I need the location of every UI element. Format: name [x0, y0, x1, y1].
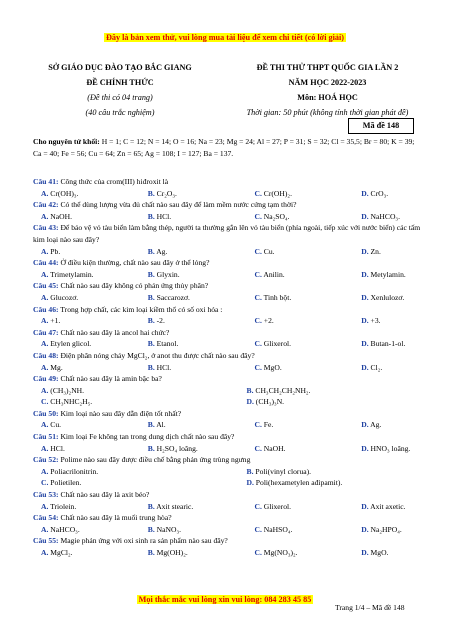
question-stem — [33, 176, 428, 188]
question-item — [33, 512, 428, 535]
answer-option — [140, 338, 247, 350]
answer-label: A. — [41, 188, 49, 198]
answer-option — [33, 419, 140, 431]
question-text: Magie phản ứng với oxi sinh ra sản phẩm nào sau đây? — [60, 536, 228, 546]
answer-text: Cl₂. — [370, 362, 383, 372]
question-text: Chất nào sau đây là ancol hai chức? — [60, 327, 170, 337]
answer-label: C. — [254, 292, 262, 302]
answer-option — [247, 338, 354, 350]
answer-row — [33, 362, 428, 374]
question-text: Kim loại nào sau đây dẫn điện tốt nhất? — [60, 408, 182, 418]
exam-title: ĐỀ THI THỬ THPT QUỐC GIA LẦN 2 — [256, 63, 399, 72]
answer-label: D. — [361, 246, 369, 256]
answer-option — [33, 477, 239, 489]
answer-text: Glixerol. — [263, 339, 292, 349]
question-stem — [33, 304, 428, 316]
answer-label: C. — [254, 316, 262, 326]
answer-option — [140, 269, 247, 281]
answer-row — [33, 524, 428, 536]
subject: Môn: HOÁ HỌC — [297, 93, 358, 102]
answer-row — [33, 419, 428, 431]
answer-text: Xenlulozơ. — [370, 292, 405, 302]
answer-option — [247, 524, 354, 536]
answer-text: NaOH. — [50, 211, 73, 221]
answer-text: +2. — [263, 316, 274, 326]
question-number: Câu 42: — [33, 200, 59, 210]
answer-text: Etanol. — [156, 339, 179, 349]
answer-option — [353, 419, 450, 431]
answer-option — [140, 524, 247, 536]
answer-row — [33, 443, 428, 455]
question-text: Chất nào sau đây không có phản ứng thủy phân? — [60, 281, 209, 291]
answer-row — [33, 269, 428, 281]
answer-option — [33, 188, 140, 200]
answer-option — [140, 292, 247, 304]
question-stem — [33, 280, 428, 292]
answer-label: A. — [41, 385, 49, 395]
answer-label: A. — [41, 316, 49, 326]
answer-label: B. — [147, 188, 155, 198]
answer-option — [353, 501, 450, 513]
answer-row — [33, 338, 428, 350]
answer-option — [33, 338, 140, 350]
answer-option — [247, 501, 354, 513]
answer-text: Mg. — [50, 362, 63, 372]
answer-text: Cu. — [263, 246, 275, 256]
preview-banner — [0, 27, 450, 45]
answer-option — [353, 524, 450, 536]
answer-option — [33, 269, 140, 281]
answer-label: A. — [41, 524, 49, 534]
official-label: ĐỀ CHÍNH THỨC — [86, 78, 154, 87]
answer-text: Axit axetic. — [370, 501, 406, 511]
answer-option — [353, 211, 450, 223]
answer-row — [33, 292, 428, 304]
answer-row — [33, 211, 428, 223]
answer-text: Cu. — [50, 420, 62, 430]
answer-option — [33, 443, 140, 455]
answer-option — [33, 501, 140, 513]
answer-option — [140, 419, 247, 431]
answer-text: CH₃NHC₂H₅. — [50, 397, 93, 407]
answer-label: A. — [41, 501, 49, 511]
answer-label: D. — [361, 269, 369, 279]
answer-option — [353, 292, 450, 304]
answer-row — [33, 547, 428, 559]
question-number: Câu 41: — [33, 177, 59, 186]
answer-row — [33, 246, 428, 258]
question-text: Polime nào sau đây được điều chế bằng phản ứng trùng ngưng — [60, 455, 251, 465]
answer-text: Poli(hexametylen ađipamit). — [255, 478, 343, 488]
question-number: Câu 53: — [33, 490, 59, 500]
answer-label: D. — [361, 316, 369, 326]
question-item — [33, 176, 428, 199]
question-stem — [33, 222, 428, 245]
answer-text: Triolein. — [50, 501, 77, 511]
answer-text: NaOH. — [263, 443, 286, 453]
answer-text: Fe. — [263, 420, 274, 430]
answer-label: D. — [361, 211, 369, 221]
answer-row — [33, 188, 428, 200]
answer-label: B. — [147, 211, 155, 221]
answer-text: HCl. — [50, 443, 65, 453]
answer-text: Ag. — [370, 420, 382, 430]
answer-row — [33, 477, 428, 489]
answer-text: Na₂SO₄. — [263, 211, 290, 221]
contact-text: Mọi thắc mắc vui lòng xin vui lòng: 084 283 45 85 — [138, 595, 312, 604]
answer-text: Polietilen. — [50, 478, 82, 488]
school-name: SỞ GIÁO DỤC ĐÀO TẠO BẮC GIANG — [48, 63, 192, 72]
answer-text: HNO₃ loãng. — [370, 443, 411, 453]
answer-label: A. — [41, 548, 49, 557]
answer-text: Tinh bột. — [263, 292, 292, 302]
answer-text: Ag. — [156, 246, 168, 256]
answer-option — [247, 188, 354, 200]
answer-label: C. — [254, 246, 262, 256]
answer-option — [33, 466, 239, 478]
answer-label: A. — [41, 339, 49, 349]
answer-option — [247, 269, 354, 281]
question-text: Kim loại Fe không tan trong dung dịch chất nào sau đây? — [60, 432, 235, 442]
answer-label: C. — [254, 420, 262, 430]
answer-option — [140, 315, 247, 327]
answer-option — [239, 477, 445, 489]
answer-option — [247, 246, 354, 258]
school-year: NĂM HỌC 2022-2023 — [288, 78, 367, 87]
question-list — [33, 176, 428, 559]
answer-text: Poliacrilonitrin. — [50, 466, 99, 476]
answer-label: D. — [361, 292, 369, 302]
atomic-masses-label: Cho nguyên tử khối: — [33, 137, 100, 146]
answer-text: NaHCO₃. — [50, 524, 80, 534]
answer-text: MgO. — [263, 362, 282, 372]
answer-label: B. — [147, 292, 155, 302]
answer-text: Etylen glicol. — [50, 339, 92, 349]
answer-text: Zn. — [370, 246, 381, 256]
atomic-masses-values: H = 1; C = 12; N = 14; O = 16; Na = 23; Mg = 24; Al = 27; P = 31; S = 32; Cl = 35,5; Br = 80; K = 39; Ca = 40; Fe = 56; Cu = 64; Zn = 65; Ag = 108; I = 127; Ba = 137. — [33, 137, 415, 158]
question-text: Có thể dùng lượng vừa đủ chất nào sau đây để làm mềm nước cứng tạm thời? — [60, 200, 297, 210]
answer-label: A. — [41, 269, 49, 279]
answer-label: B. — [147, 501, 155, 511]
question-item — [33, 373, 428, 408]
question-stem — [33, 408, 428, 420]
page-count-note: (Đề thi có 04 trang) — [87, 93, 153, 102]
exam-code-box: Mã đề 148 — [348, 118, 414, 134]
question-stem — [33, 373, 428, 385]
question-stem — [33, 489, 428, 501]
question-text: Trong hợp chất, các kim loại kiềm thổ có số oxi hóa : — [60, 304, 223, 314]
answer-label: B. — [147, 269, 155, 279]
question-item — [33, 304, 428, 327]
answer-label: D. — [361, 443, 369, 453]
answer-option — [140, 362, 247, 374]
answer-option — [247, 419, 354, 431]
answer-option — [353, 315, 450, 327]
answer-option — [33, 396, 239, 408]
question-stem — [33, 257, 428, 269]
answer-option — [353, 269, 450, 281]
answer-text: MgCl₂. — [50, 548, 73, 557]
answer-label: B. — [147, 420, 155, 430]
question-item — [33, 257, 428, 280]
answer-option — [247, 211, 354, 223]
answer-option — [33, 211, 140, 223]
answer-label: C. — [254, 269, 262, 279]
answer-option — [353, 443, 450, 455]
answer-option — [33, 524, 140, 536]
question-stem — [33, 327, 428, 339]
answer-label: B. — [147, 548, 155, 557]
answer-text: MgO. — [370, 548, 389, 557]
answer-text: NaHSO₄. — [263, 524, 293, 534]
question-number: Câu 47: — [33, 327, 59, 337]
question-text: Chất nào sau đây là muối trung hòa? — [60, 513, 172, 523]
answer-label: B. — [246, 466, 254, 476]
question-stem — [33, 454, 428, 466]
answer-text: Cr(OH)₂. — [263, 188, 292, 198]
answer-text: (CH₃)₃N. — [255, 397, 285, 407]
question-text: Để bảo vệ vỏ tàu biển làm bằng thép, người ta thường gắn lên vỏ tàu biển (phía ngoài, tiếp xúc với nước biển) các tấm kim loại nào sau đây? — [33, 223, 421, 244]
answer-text: Na₂HPO₄. — [370, 524, 402, 534]
answer-option — [140, 188, 247, 200]
answer-option — [140, 211, 247, 223]
answer-text: Pb. — [50, 246, 61, 256]
answer-label: D. — [361, 420, 369, 430]
question-item — [33, 350, 428, 373]
answer-label: B. — [246, 385, 254, 395]
answer-text: Mg(OH)₂. — [156, 548, 188, 557]
time-allowed: Thời gian: 50 phút (không tính thời gian phát đề) — [246, 108, 409, 117]
answer-option — [33, 362, 140, 374]
question-stem — [33, 431, 428, 443]
answer-label: A. — [41, 420, 49, 430]
question-text: Ở điều kiện thường, chất nào sau đây ở thể lỏng? — [60, 258, 210, 268]
answer-label: C. — [254, 339, 262, 349]
question-number: Câu 46: — [33, 304, 59, 314]
answer-label: D. — [246, 478, 254, 488]
answer-label: C. — [254, 501, 262, 511]
answer-label: C. — [254, 443, 262, 453]
question-item — [33, 199, 428, 222]
question-stem — [33, 512, 428, 524]
answer-text: (CH₃)₂NH. — [50, 385, 85, 395]
answer-text: NaNO₃. — [156, 524, 181, 534]
answer-text: +3. — [370, 316, 381, 326]
answer-text: CrO₃. — [370, 188, 389, 198]
answer-text: CH₃CH₂CH₂NH₂. — [255, 385, 311, 395]
question-item — [33, 535, 428, 558]
answer-text: +1. — [50, 316, 61, 326]
question-item — [33, 327, 428, 350]
preview-banner-text: Đây là bản xem thử, vui lòng mua tài liệu để xem chi tiết (có lời giải) — [105, 33, 344, 42]
answer-text: HCl. — [156, 211, 172, 221]
answer-option — [247, 362, 354, 374]
question-number: Câu 44: — [33, 258, 59, 268]
exam-header — [225, 60, 430, 120]
answer-option — [239, 466, 445, 478]
question-number: Câu 48: — [33, 350, 59, 360]
answer-label: B. — [147, 524, 155, 534]
answer-text: Cr₂O₃. — [156, 188, 177, 198]
answer-option — [33, 385, 239, 397]
question-number: Câu 52: — [33, 455, 59, 465]
question-stem — [33, 199, 428, 211]
question-item — [33, 489, 428, 512]
question-item — [33, 280, 428, 303]
answer-text: H₂SO₄ loãng. — [156, 443, 198, 453]
answer-label: D. — [361, 524, 369, 534]
question-stem — [33, 350, 428, 362]
answer-label: C. — [254, 362, 262, 372]
question-text: Điện phân nóng chảy MgCl₂, ở anot thu được chất nào sau đây? — [60, 350, 255, 360]
answer-text: Al. — [156, 420, 166, 430]
answer-label: A. — [41, 466, 49, 476]
question-count-note: (40 câu trắc nghiệm) — [85, 108, 155, 117]
answer-row — [33, 385, 428, 397]
answer-option — [247, 292, 354, 304]
question-text: Công thức của crom(III) hiđroxit là — [60, 177, 169, 186]
answer-option — [140, 547, 247, 559]
answer-option — [353, 362, 450, 374]
answer-label: A. — [41, 292, 49, 302]
answer-label: C. — [41, 478, 49, 488]
school-header — [30, 60, 210, 120]
answer-text: Glixerol. — [263, 501, 292, 511]
question-item — [33, 222, 428, 257]
answer-option — [33, 292, 140, 304]
answer-label: D. — [361, 362, 369, 372]
answer-text: Glucozơ. — [50, 292, 79, 302]
answer-option — [239, 396, 445, 408]
answer-text: Cr(OH)₃. — [50, 188, 79, 198]
answer-label: B. — [147, 362, 155, 372]
answer-label: A. — [41, 362, 49, 372]
answer-option — [247, 315, 354, 327]
answer-label: A. — [41, 211, 49, 221]
question-number: Câu 45: — [33, 281, 59, 291]
answer-text: Metylamin. — [370, 269, 406, 279]
answer-row — [33, 466, 428, 478]
answer-label: B. — [147, 443, 155, 453]
answer-text: Butan-1-ol. — [370, 339, 406, 349]
answer-text: NaHCO₃. — [370, 211, 400, 221]
atomic-masses — [33, 136, 423, 159]
answer-text: Trimetylamin. — [50, 269, 94, 279]
answer-option — [33, 246, 140, 258]
answer-row — [33, 315, 428, 327]
answer-label: C. — [254, 211, 262, 221]
answer-label: D. — [361, 501, 369, 511]
answer-option — [140, 501, 247, 513]
answer-text: HCl. — [156, 362, 172, 372]
question-number: Câu 54: — [33, 513, 59, 523]
answer-option — [353, 547, 450, 559]
question-item — [33, 454, 428, 489]
answer-label: B. — [147, 316, 155, 326]
answer-text: Saccarozơ. — [156, 292, 190, 302]
page-number: Trang 1/4 – Mã đề 148 — [335, 603, 405, 612]
question-number: Câu 50: — [33, 408, 59, 418]
answer-text: Mg(NO₃)₂. — [263, 548, 298, 557]
answer-label: B. — [147, 339, 155, 349]
answer-option — [239, 385, 445, 397]
answer-text: Glyxin. — [156, 269, 180, 279]
answer-row — [33, 396, 428, 408]
question-text: Chất nào sau đây là axit béo? — [60, 490, 150, 500]
question-number: Câu 43: — [33, 223, 59, 233]
answer-option — [247, 443, 354, 455]
answer-option — [353, 338, 450, 350]
answer-option — [353, 188, 450, 200]
answer-option — [33, 547, 140, 559]
answer-label: A. — [41, 246, 49, 256]
question-number: Câu 55: — [33, 536, 59, 546]
answer-label: D. — [361, 188, 369, 198]
answer-label: D. — [246, 397, 254, 407]
question-number: Câu 49: — [33, 374, 59, 384]
question-text: Chất nào sau đây là amin bậc ba? — [60, 374, 162, 384]
question-item — [33, 431, 428, 454]
question-number: Câu 51: — [33, 432, 59, 442]
answer-option — [247, 547, 354, 559]
answer-label: A. — [41, 443, 49, 453]
answer-label: C. — [254, 188, 262, 198]
answer-option — [353, 246, 450, 258]
answer-text: Anilin. — [263, 269, 285, 279]
answer-label: C. — [254, 548, 262, 557]
answer-option — [140, 443, 247, 455]
answer-label: C. — [254, 524, 262, 534]
answer-label: D. — [361, 548, 369, 557]
answer-label: B. — [147, 246, 155, 256]
answer-label: D. — [361, 339, 369, 349]
question-stem — [33, 535, 428, 547]
answer-option — [140, 246, 247, 258]
answer-row — [33, 501, 428, 513]
answer-option — [33, 315, 140, 327]
answer-text: Axit stearic. — [156, 501, 194, 511]
answer-text: -2. — [156, 316, 165, 326]
question-item — [33, 408, 428, 431]
answer-text: Poli(vinyl clorua). — [255, 466, 312, 476]
answer-label: C. — [41, 397, 49, 407]
